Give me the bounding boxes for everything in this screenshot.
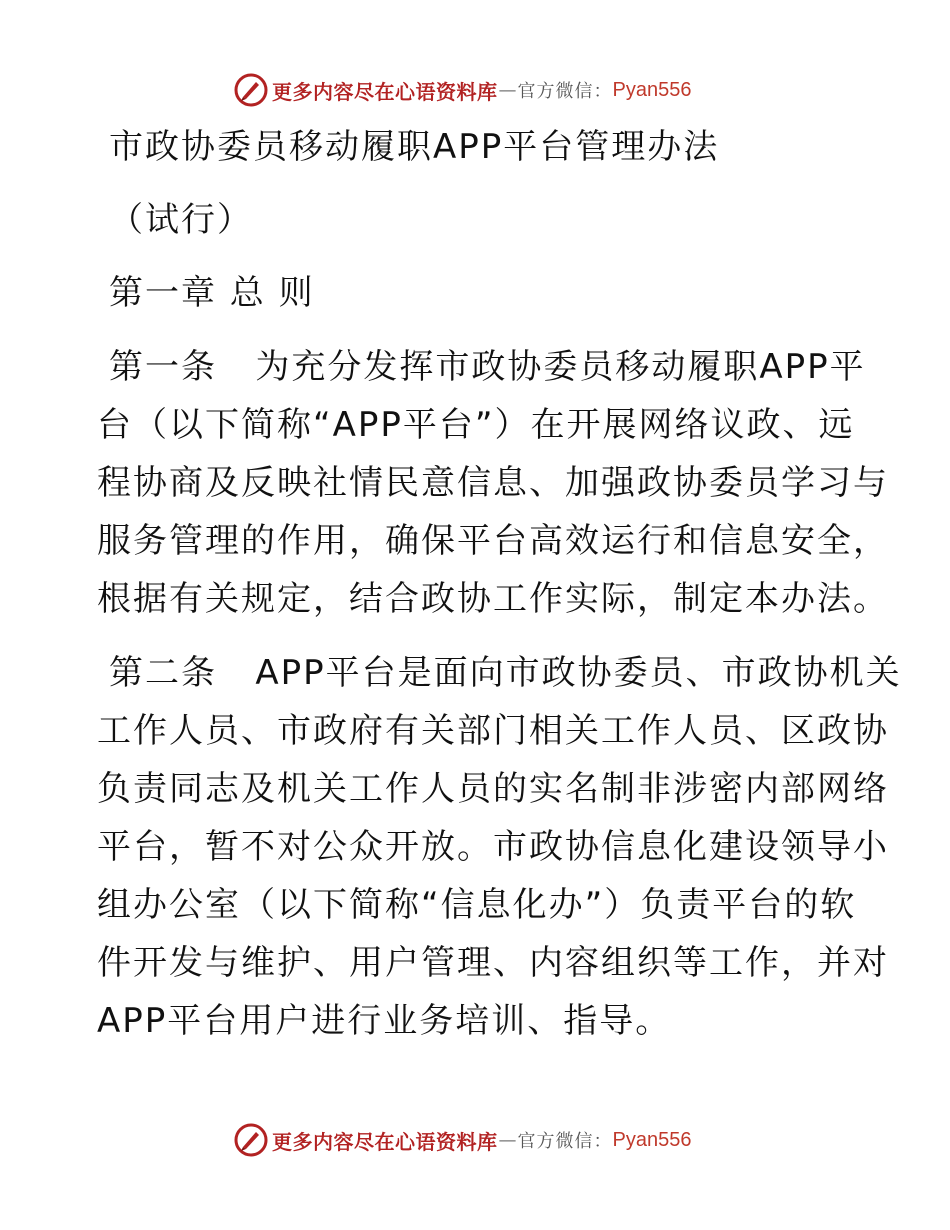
document-body — [97, 118, 902, 1050]
watermark-wechat-id: Pyan556 — [612, 1128, 692, 1151]
watermark-text: 更多内容尽在心语资料库 — [272, 1129, 498, 1154]
watermark-text: 更多内容尽在心语资料库 — [272, 79, 498, 104]
document-subtitle: （试行） — [109, 200, 253, 240]
article-2-line: 平台，暂不对公众开放。市政协信息化建设领导小 — [97, 827, 889, 867]
watermark-dash: — — [498, 1129, 517, 1151]
watermark-logo-icon — [234, 1123, 268, 1157]
article-2-line: 第二条 APP平台是面向市政协委员、市政协机关 — [109, 653, 902, 693]
article-1 — [97, 338, 889, 628]
article-1-line: 第一条 为充分发挥市政协委员移动履职APP平 — [109, 347, 866, 387]
watermark-wechat-id: Pyan556 — [612, 78, 692, 101]
watermark-header — [234, 73, 691, 107]
article-1-line: 台（以下简称“APP平台”）在开展网络议政、远 — [97, 405, 855, 445]
article-1-line: 程协商及反映社情民意信息、加强政协委员学习与 — [97, 463, 889, 503]
article-2-line: 工作人员、市政府有关部门相关工作人员、区政协 — [97, 711, 889, 751]
article-2-line: 组办公室（以下简称“信息化办”）负责平台的软 — [97, 885, 857, 925]
watermark-wechat-label: 官方微信： — [517, 1131, 613, 1152]
article-1-line: 服务管理的作用，确保平台高效运行和信息安全， — [97, 521, 889, 561]
watermark-logo-icon — [234, 73, 268, 107]
watermark-wechat-label: 官方微信： — [517, 81, 613, 102]
article-1-line: 根据有关规定，结合政协工作实际，制定本办法。 — [97, 579, 889, 619]
article-2-line: 负责同志及机关工作人员的实名制非涉密内部网络 — [97, 769, 889, 809]
watermark-dash: — — [498, 79, 517, 101]
article-2-line: 件开发与维护、用户管理、内容组织等工作，并对 — [97, 943, 889, 983]
article-2 — [97, 644, 902, 1050]
chapter-heading: 第一章 总 则 — [109, 273, 315, 313]
article-2-line: APP平台用户进行业务培训、指导。 — [97, 1001, 672, 1041]
watermark-footer — [234, 1123, 691, 1157]
document-title: 市政协委员移动履职APP平台管理办法 — [109, 127, 720, 167]
